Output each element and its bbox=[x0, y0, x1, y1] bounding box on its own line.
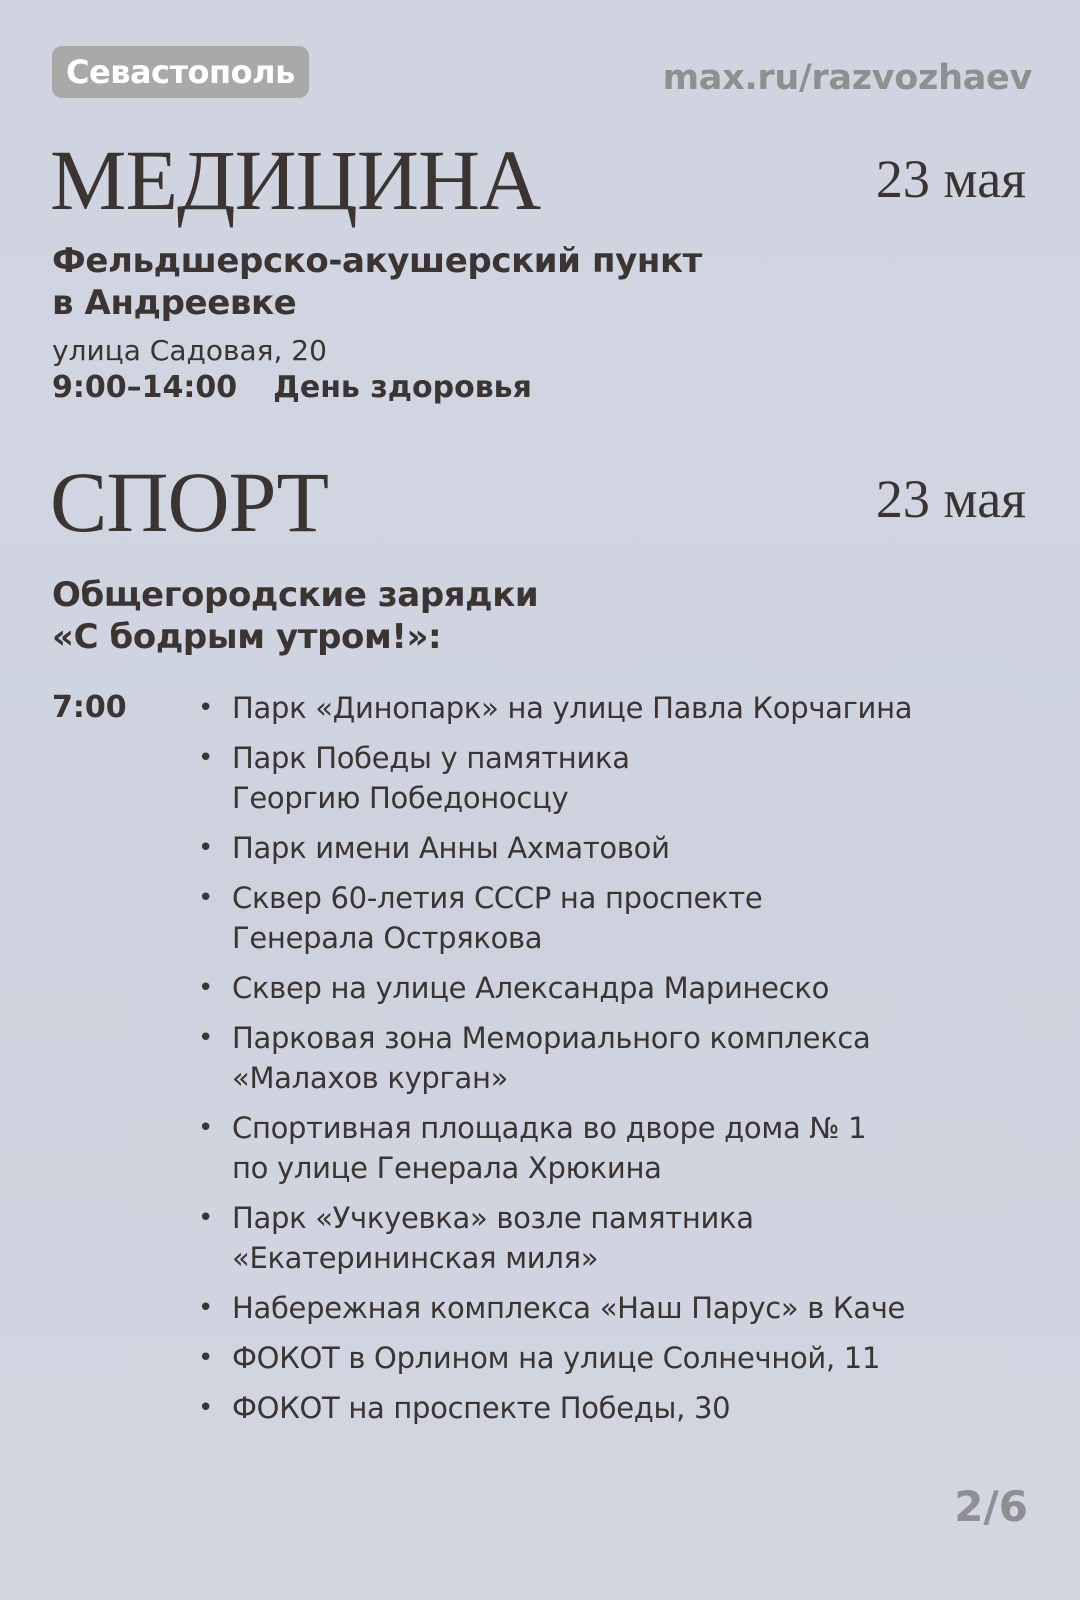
bullet-icon: • bbox=[198, 883, 214, 913]
location-line: «Малахов курган» bbox=[232, 1061, 509, 1095]
medicine-place bbox=[52, 240, 952, 324]
location-item bbox=[198, 1198, 1028, 1278]
sport-heading bbox=[52, 574, 952, 658]
sport-date: 23 мая bbox=[875, 469, 1026, 529]
location-line: Генерала Острякова bbox=[232, 921, 543, 955]
medicine-title: МЕДИЦИНА bbox=[50, 132, 541, 228]
location-item bbox=[198, 828, 1028, 868]
sport-heading-line: Общегородские зарядки bbox=[52, 575, 539, 615]
location-item bbox=[198, 1288, 1028, 1328]
bullet-icon: • bbox=[198, 1393, 214, 1423]
location-line: ФОКОТ в Орлином на улице Солнечной, 11 bbox=[232, 1341, 881, 1375]
bullet-icon: • bbox=[198, 1203, 214, 1233]
location-line: «Екатерининская миля» bbox=[232, 1241, 599, 1275]
sport-time: 7:00 bbox=[52, 690, 127, 725]
location-line: Парк Победы у памятника bbox=[232, 741, 630, 775]
location-line: ФОКОТ на проспекте Победы, 30 bbox=[232, 1391, 731, 1425]
bullet-icon: • bbox=[198, 833, 214, 863]
city-badge: Севастополь bbox=[52, 46, 309, 98]
location-item bbox=[198, 1338, 1028, 1378]
medicine-schedule bbox=[52, 370, 532, 405]
medicine-address: улица Садовая, 20 bbox=[52, 334, 327, 367]
location-line: Парк «Учкуевка» возле памятника bbox=[232, 1201, 754, 1235]
bullet-icon: • bbox=[198, 1343, 214, 1373]
page-number: 2/6 bbox=[954, 1482, 1028, 1531]
bullet-icon: • bbox=[198, 743, 214, 773]
source-link[interactable]: max.ru/razvozhaev bbox=[662, 58, 1032, 98]
medicine-place-line: Фельдшерско-акушерский пункт bbox=[52, 241, 702, 281]
location-item bbox=[198, 738, 1028, 818]
location-item bbox=[198, 1018, 1028, 1098]
location-line: Набережная комплекса «Наш Парус» в Каче bbox=[232, 1291, 906, 1325]
location-item bbox=[198, 878, 1028, 958]
bullet-icon: • bbox=[198, 1023, 214, 1053]
sport-title: СПОРТ bbox=[50, 454, 328, 550]
location-line: Спортивная площадка во дворе дома № 1 bbox=[232, 1111, 867, 1145]
bullet-icon: • bbox=[198, 693, 214, 723]
location-line: Сквер на улице Александра Маринеско bbox=[232, 971, 830, 1005]
location-line: Парковая зона Мемориального комплекса bbox=[232, 1021, 871, 1055]
location-item bbox=[198, 1108, 1028, 1188]
location-line: Сквер 60-летия СССР на проспекте bbox=[232, 881, 763, 915]
location-line: Парк имени Анны Ахматовой bbox=[232, 831, 670, 865]
location-line: по улице Генерала Хрюкина bbox=[232, 1151, 662, 1185]
bullet-icon: • bbox=[198, 973, 214, 1003]
medicine-date: 23 мая bbox=[875, 149, 1026, 209]
bullet-icon: • bbox=[198, 1113, 214, 1143]
location-line: Георгию Победоносцу bbox=[232, 781, 569, 815]
location-list bbox=[198, 688, 1028, 1438]
bullet-icon: • bbox=[198, 1293, 214, 1323]
medicine-event: День здоровья bbox=[273, 370, 532, 405]
location-item bbox=[198, 968, 1028, 1008]
location-item bbox=[198, 1388, 1028, 1428]
medicine-place-line: в Андреевке bbox=[52, 283, 297, 323]
medicine-time: 9:00–14:00 bbox=[52, 370, 238, 405]
location-line: Парк «Динопарк» на улице Павла Корчагина bbox=[232, 691, 913, 725]
location-item bbox=[198, 688, 1028, 728]
sport-heading-line: «С бодрым утром!»: bbox=[52, 617, 442, 657]
